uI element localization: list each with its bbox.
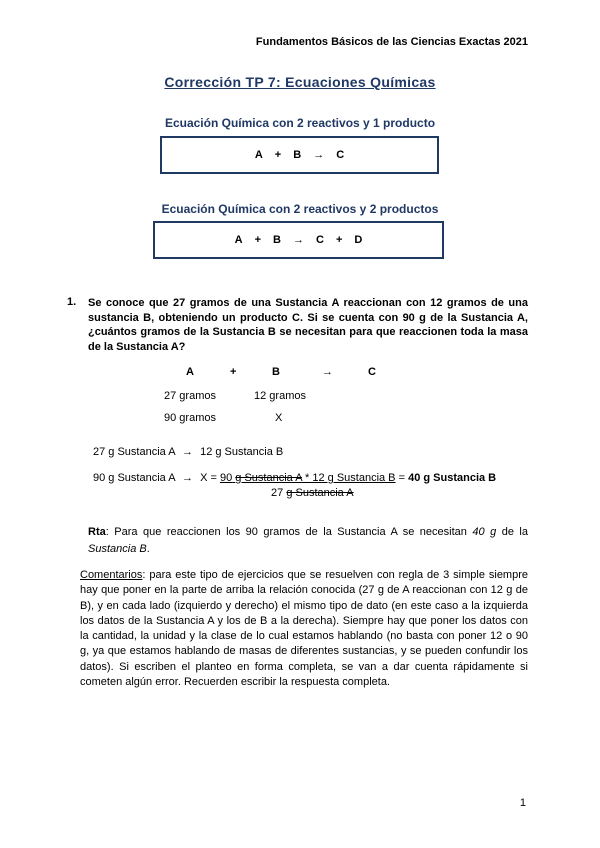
answer-text-2: de la [496,526,528,538]
eq2-term: B [273,234,281,246]
calc-num-cancelled-unit: g Sustancia A [235,472,302,484]
problem-number: 1. [67,296,77,308]
eq1-term: C [336,149,345,161]
answer-text-1: : Para que reaccionen los 90 gramos de la Sustancia A se necesitan [105,526,473,538]
answer-subject: Sustancia B [88,543,147,555]
table-cell-b2: X [275,412,283,424]
eq1-term: B [293,149,302,161]
eq2-term: D [354,234,363,246]
calc-known-a: 27 g Sustancia A [93,446,175,458]
calc-result: 40 g Sustancia B [408,472,497,484]
calc-den-cancelled-unit: g Sustancia A [286,487,354,499]
eq2-term: C [316,234,324,246]
answer-end: . [146,543,150,555]
arrow-icon: → [182,446,194,458]
comments-paragraph [80,568,528,690]
calc-equals: = [398,472,406,484]
calc-line-2 [93,472,496,484]
comments-text: : para este tipo de ejercicios que se resuelven con regla de 3 simple siempre hay que poner en la parte de arriba la relación conocida (27 g de A reaccionan con 12 g de B), y en cada lado (izquierdo y derecho) el mismo tipo de dato (en este caso a la izquierda los datos de la Sustancia A y los de B a la derecha). Siempre hay que poner los datos con la cantidad, la unidad y la clase de lo cual estamos hablando (no basta con poner 12 o 90 g, ya que estamos hablando de masas de diferentes sustancias, y se pueden confundir los datos). Si escriben el planteo en forma completa, se van a dar cuenta rápidamente si cometen algún error. Recuerden escribir la respuesta completa. [80,569,528,689]
eq2-term: A [234,234,243,246]
table-header-c: C [368,366,376,378]
problem-statement: Se conoce que 27 gramos de una Sustancia A reaccionan con 12 gramos de una sustancia B, obteniendo un producto C. Si se cuenta con 90 g de la Sustancia A, ¿cuántos gramos de la Sustancia B se necesitan para que reaccionen toda la masa de la Sustancia A? [88,297,528,353]
eq2-term: → [293,234,304,246]
table-cell-a2: 90 gramos [164,412,216,424]
equation-box-1 [160,136,439,174]
table-cell-b1: 12 gramos [254,390,306,402]
equation-heading-1: Ecuación Química con 2 reactivos y 1 producto [164,116,436,130]
calc-den-value: 27 [271,487,284,499]
calc-denominator [271,487,354,499]
eq1-term: + [274,149,282,161]
answer-value: 40 g [472,526,497,538]
page-title-text: Corrección TP 7: Ecuaciones Químicas [164,74,436,90]
arrow-icon: → [182,472,194,484]
page-number: 1 [519,797,526,809]
calc-known-b: 12 g Sustancia B [200,446,284,458]
table-header-b: B [272,366,280,378]
table-header-plus: + [230,366,237,378]
answer-label: Rta [88,526,106,538]
page-title [0,74,600,90]
calc-x-equals: X = [200,472,217,484]
table-header-a: A [186,366,194,378]
eq2-term: + [254,234,262,246]
comments-label: Comentarios [80,569,143,581]
table-header-arrow: → [322,366,333,378]
table-cell-a1: 27 gramos [164,390,216,402]
equation-heading-2: Ecuación Química con 2 reactivos y 2 productos [161,202,439,216]
calc-line-1 [93,446,283,458]
eq1-term: A [254,149,263,161]
eq1-term: → [313,149,325,161]
eq2-term: + [335,234,343,246]
calc-numerator [220,472,396,484]
answer-paragraph [88,524,528,558]
calc-num-factor: * 12 g Sustancia B [305,472,396,484]
calc-given-a: 90 g Sustancia A [93,472,175,484]
document-header: Fundamentos Básicos de las Ciencias Exactas 2021 [255,36,528,48]
calc-num-value: 90 [219,472,233,484]
equation-box-2 [153,221,444,259]
